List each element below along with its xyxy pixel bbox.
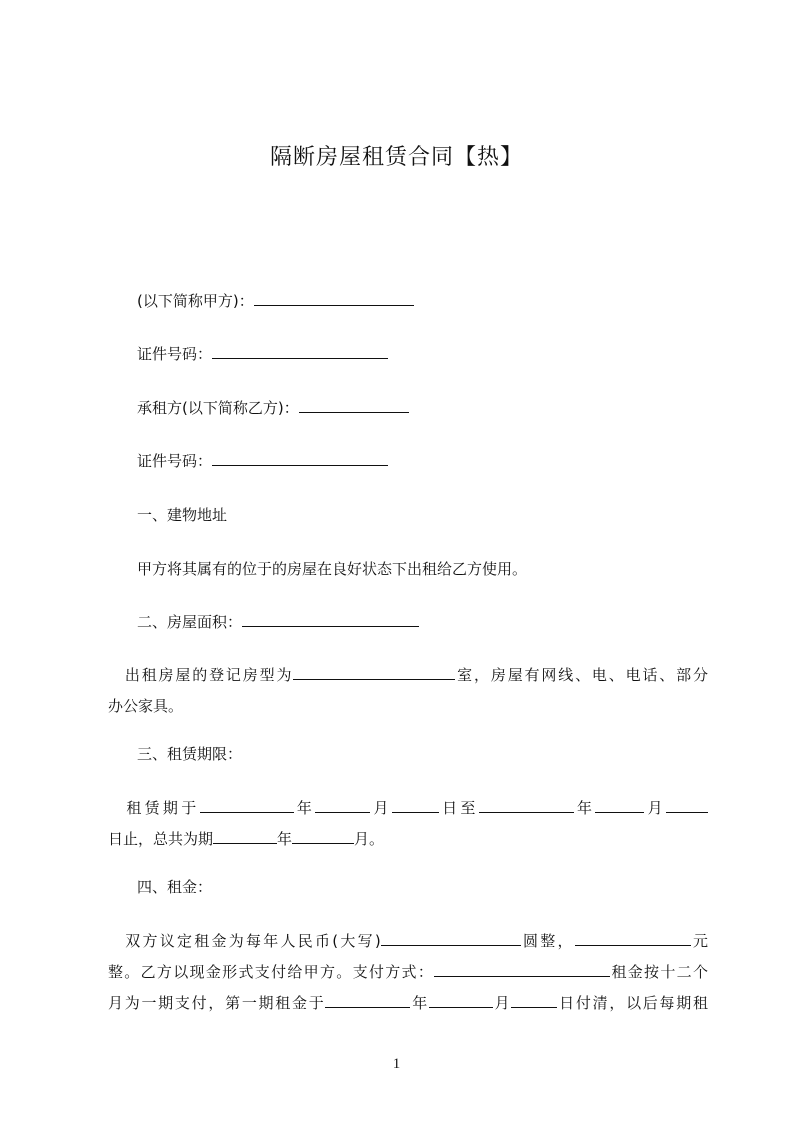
first-pay-day-blank [511,993,557,1008]
section-1-body: 甲方将其属有的位于的房屋在良好状态下出租给乙方使用。 [137,560,528,578]
payment-method-blank [434,962,610,977]
section-4-row-1: 双方议定租金为每年人民币(大写) 圆整， 元 [125,932,708,950]
party-a-blank [254,291,414,306]
party-b-blank [299,398,409,413]
party-a-id-label: 证件号码： [137,345,213,363]
section-3-heading: 三、租赁期限： [137,745,243,763]
party-a-line [137,286,737,316]
start-day-blank [392,798,439,813]
section-3-paragraph [108,793,708,855]
party-b-line [137,393,737,423]
rent-words-blank [381,931,521,946]
first-pay-month-blank [429,993,493,1008]
party-b-label: 承租方(以下简称乙方)： [137,399,299,417]
party-b-id-label: 证件号码： [137,452,213,470]
end-month-blank [595,798,644,813]
page-number: 1 [392,1056,401,1072]
party-a-id-line [137,339,737,369]
party-b-id-line [137,446,737,476]
section-4-paragraph [108,926,708,1019]
section-2-row-2: 办公家具。 [108,697,184,715]
page-title: 隔断房屋租赁合同【热】 [269,145,523,170]
section-4-row-3: 月为一期支付，第一期租金于 年 月 日付清，以后每期租 [108,994,708,1012]
section-4-row-2: 整。乙方以现金形式支付给甲方。支付方式： 租金按十二个 [108,963,708,981]
party-a-id-blank [212,344,388,359]
end-day-blank [666,798,708,813]
section-2-blank [242,612,419,627]
start-year-blank [200,798,294,813]
end-year-blank [479,798,574,813]
party-a-label: (以下简称甲方)： [137,292,254,310]
first-pay-year-blank [325,993,410,1008]
duration-year-blank [213,829,277,844]
rent-number-blank [575,931,691,946]
section-2-row-1: 出租房屋的登记房型为 室，房屋有网线、电、电话、部分 [124,666,708,684]
section-2-heading: 二、房屋面积： [137,613,243,631]
start-month-blank [315,798,370,813]
party-b-id-blank [212,451,388,466]
section-2-line [137,607,737,637]
section-2-paragraph [108,660,708,722]
section-1-heading: 一、建物地址 [137,506,228,524]
room-type-blank [293,665,455,680]
section-3-row-1: 租赁期于 年 月 日至 年 月 [108,793,708,824]
duration-month-blank [292,829,354,844]
section-4-heading: 四、租金： [137,878,213,896]
section-3-row-2: 日止，总共为期 年 月。 [108,830,385,848]
